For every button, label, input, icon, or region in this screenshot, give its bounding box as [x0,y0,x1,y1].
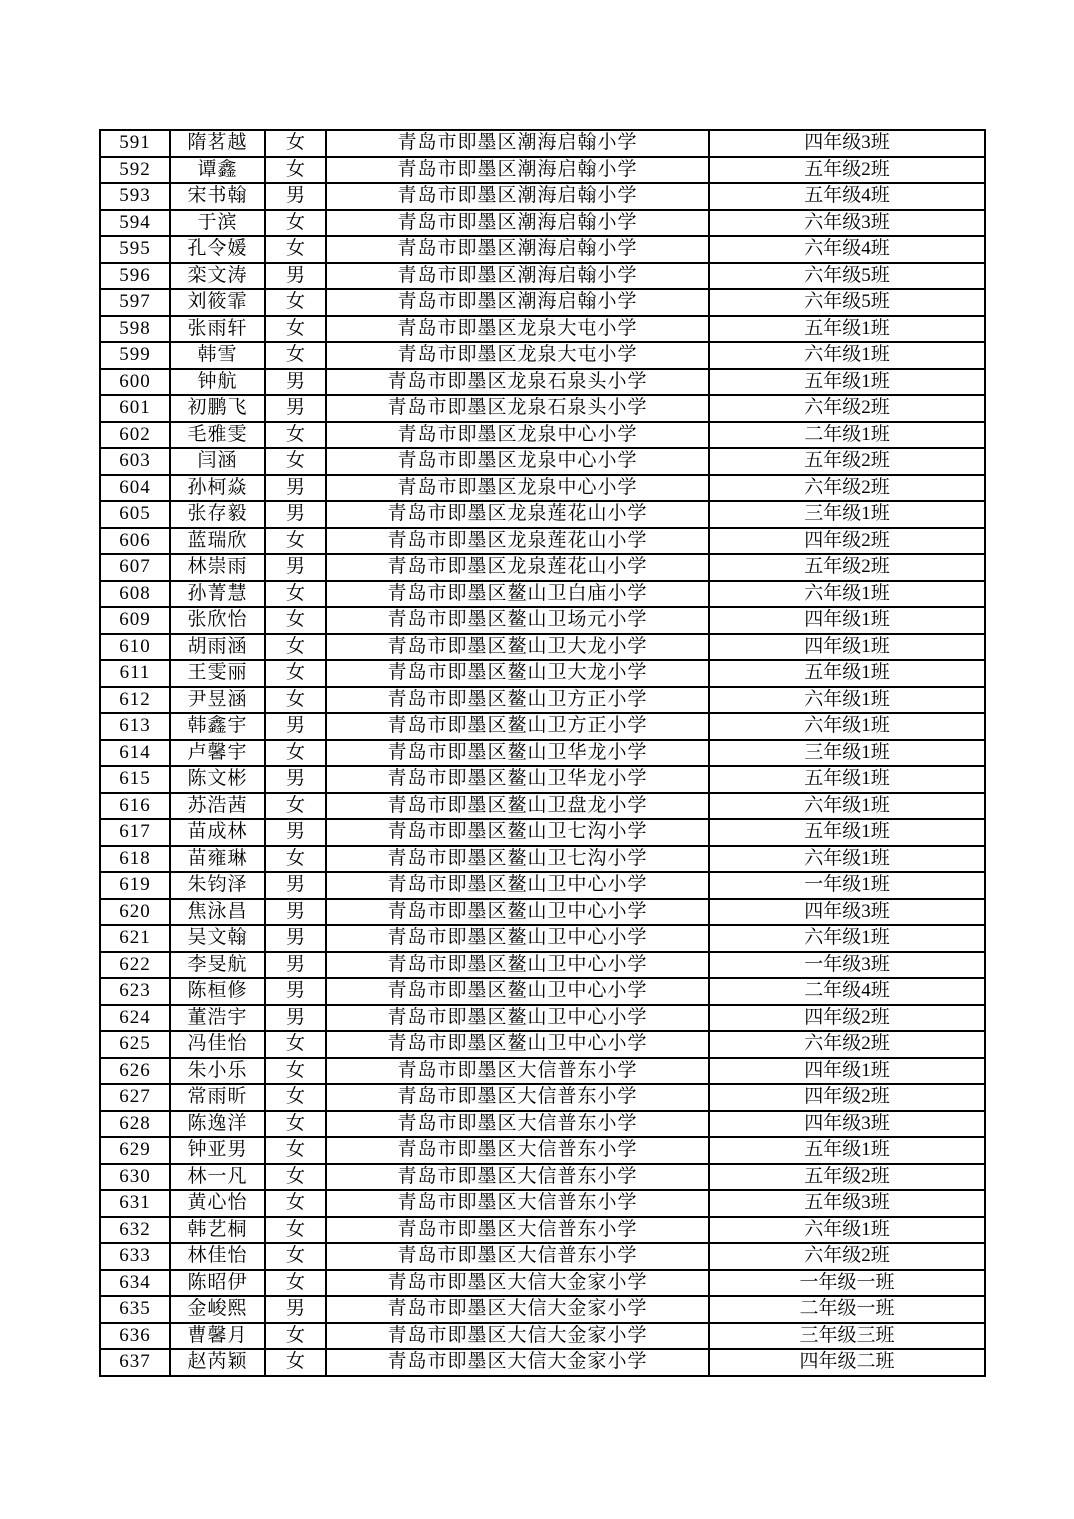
cell-number: 601 [100,395,170,422]
cell-number: 614 [100,740,170,767]
cell-number: 624 [100,1005,170,1032]
table-row [100,289,985,316]
cell-number: 608 [100,581,170,608]
cell-gender: 女 [265,793,326,820]
table-row [100,1323,985,1350]
cell-gender: 女 [265,846,326,873]
cell-grade_class: 四年级2班 [709,528,985,555]
cell-school: 青岛市即墨区鳌山卫大龙小学 [326,660,709,687]
cell-gender: 女 [265,1323,326,1350]
cell-gender: 女 [265,607,326,634]
cell-grade_class: 四年级3班 [709,130,985,157]
cell-number: 602 [100,422,170,449]
table-row [100,1084,985,1111]
cell-school: 青岛市即墨区鳌山卫中心小学 [326,899,709,926]
cell-grade_class: 五年级1班 [709,660,985,687]
cell-school: 青岛市即墨区鳌山卫中心小学 [326,952,709,979]
cell-grade_class: 六年级5班 [709,289,985,316]
cell-gender: 女 [265,634,326,661]
cell-grade_class: 六年级1班 [709,846,985,873]
cell-number: 609 [100,607,170,634]
cell-school: 青岛市即墨区潮海启翰小学 [326,236,709,263]
cell-number: 634 [100,1270,170,1297]
cell-grade_class: 三年级1班 [709,501,985,528]
cell-grade_class: 五年级1班 [709,819,985,846]
cell-grade_class: 二年级一班 [709,1296,985,1323]
table-row [100,342,985,369]
cell-grade_class: 五年级3班 [709,1190,985,1217]
table-row [100,369,985,396]
cell-gender: 女 [265,1031,326,1058]
table-row [100,130,985,157]
cell-gender: 男 [265,766,326,793]
cell-school: 青岛市即墨区大信普东小学 [326,1111,709,1138]
table-row [100,952,985,979]
cell-gender: 女 [265,422,326,449]
cell-school: 青岛市即墨区鳌山卫华龙小学 [326,766,709,793]
table-row [100,1031,985,1058]
cell-name: 闫涵 [170,448,265,475]
cell-name: 栾文涛 [170,263,265,290]
cell-name: 曹馨月 [170,1323,265,1350]
cell-school: 青岛市即墨区大信普东小学 [326,1058,709,1085]
cell-gender: 女 [265,581,326,608]
cell-school: 青岛市即墨区鳌山卫七沟小学 [326,846,709,873]
table-row [100,1137,985,1164]
cell-number: 620 [100,899,170,926]
table-row [100,1270,985,1297]
table-row [100,660,985,687]
cell-grade_class: 五年级1班 [709,766,985,793]
cell-gender: 女 [265,1190,326,1217]
cell-gender: 女 [265,1243,326,1270]
cell-name: 蓝瑞欣 [170,528,265,555]
cell-number: 610 [100,634,170,661]
cell-school: 青岛市即墨区大信普东小学 [326,1243,709,1270]
cell-number: 596 [100,263,170,290]
cell-number: 636 [100,1323,170,1350]
cell-school: 青岛市即墨区龙泉石泉头小学 [326,395,709,422]
cell-gender: 女 [265,1164,326,1191]
cell-number: 631 [100,1190,170,1217]
cell-grade_class: 二年级4班 [709,978,985,1005]
cell-number: 607 [100,554,170,581]
cell-gender: 女 [265,1270,326,1297]
cell-school: 青岛市即墨区鳌山卫中心小学 [326,1005,709,1032]
table-row [100,607,985,634]
cell-gender: 女 [265,448,326,475]
table-row [100,634,985,661]
cell-gender: 女 [265,1217,326,1244]
cell-gender: 男 [265,713,326,740]
table-row [100,448,985,475]
cell-grade_class: 六年级1班 [709,713,985,740]
cell-gender: 男 [265,554,326,581]
cell-grade_class: 一年级1班 [709,872,985,899]
cell-name: 林一凡 [170,1164,265,1191]
table-row [100,395,985,422]
cell-gender: 女 [265,236,326,263]
cell-gender: 女 [265,528,326,555]
cell-grade_class: 六年级1班 [709,342,985,369]
cell-school: 青岛市即墨区龙泉中心小学 [326,422,709,449]
cell-name: 林崇雨 [170,554,265,581]
cell-school: 青岛市即墨区鳌山卫华龙小学 [326,740,709,767]
cell-name: 苗雍琳 [170,846,265,873]
cell-name: 陈桓修 [170,978,265,1005]
cell-gender: 男 [265,395,326,422]
cell-gender: 男 [265,183,326,210]
cell-number: 599 [100,342,170,369]
cell-name: 初鹏飞 [170,395,265,422]
cell-number: 612 [100,687,170,714]
cell-grade_class: 四年级1班 [709,634,985,661]
cell-name: 韩鑫宇 [170,713,265,740]
table-row [100,581,985,608]
table-row [100,475,985,502]
cell-school: 青岛市即墨区鳌山卫场元小学 [326,607,709,634]
cell-grade_class: 五年级1班 [709,316,985,343]
cell-number: 635 [100,1296,170,1323]
table-row [100,713,985,740]
table-row [100,422,985,449]
cell-number: 616 [100,793,170,820]
cell-number: 630 [100,1164,170,1191]
cell-gender: 女 [265,1058,326,1085]
cell-grade_class: 六年级4班 [709,236,985,263]
cell-grade_class: 五年级2班 [709,554,985,581]
cell-school: 青岛市即墨区龙泉中心小学 [326,475,709,502]
cell-gender: 女 [265,130,326,157]
cell-school: 青岛市即墨区鳌山卫盘龙小学 [326,793,709,820]
cell-number: 618 [100,846,170,873]
cell-grade_class: 四年级二班 [709,1349,985,1376]
cell-gender: 男 [265,369,326,396]
cell-school: 青岛市即墨区鳌山卫方正小学 [326,687,709,714]
cell-grade_class: 五年级2班 [709,1164,985,1191]
cell-gender: 女 [265,342,326,369]
cell-school: 青岛市即墨区潮海启翰小学 [326,289,709,316]
cell-school: 青岛市即墨区大信大金家小学 [326,1349,709,1376]
cell-name: 李旻航 [170,952,265,979]
table-row [100,183,985,210]
cell-number: 627 [100,1084,170,1111]
cell-grade_class: 四年级2班 [709,1084,985,1111]
cell-name: 韩艺桐 [170,1217,265,1244]
cell-grade_class: 五年级4班 [709,183,985,210]
cell-school: 青岛市即墨区大信普东小学 [326,1190,709,1217]
cell-grade_class: 六年级5班 [709,263,985,290]
cell-grade_class: 四年级2班 [709,1005,985,1032]
cell-gender: 男 [265,263,326,290]
cell-number: 606 [100,528,170,555]
table-row [100,1058,985,1085]
cell-name: 赵芮颖 [170,1349,265,1376]
cell-number: 622 [100,952,170,979]
cell-name: 卢馨宇 [170,740,265,767]
cell-name: 苏浩茜 [170,793,265,820]
cell-school: 青岛市即墨区大信普东小学 [326,1137,709,1164]
cell-number: 617 [100,819,170,846]
cell-gender: 男 [265,1005,326,1032]
cell-gender: 男 [265,899,326,926]
cell-school: 青岛市即墨区潮海启翰小学 [326,263,709,290]
cell-grade_class: 五年级1班 [709,369,985,396]
cell-name: 宋书翰 [170,183,265,210]
table-row [100,978,985,1005]
table-row [100,899,985,926]
cell-grade_class: 四年级1班 [709,1058,985,1085]
cell-grade_class: 五年级2班 [709,448,985,475]
cell-number: 619 [100,872,170,899]
table-row [100,210,985,237]
table-row [100,925,985,952]
cell-school: 青岛市即墨区鳌山卫白庙小学 [326,581,709,608]
cell-name: 张雨轩 [170,316,265,343]
table-row [100,687,985,714]
cell-number: 611 [100,660,170,687]
cell-gender: 女 [265,687,326,714]
cell-gender: 男 [265,925,326,952]
cell-number: 633 [100,1243,170,1270]
cell-grade_class: 六年级2班 [709,1243,985,1270]
cell-gender: 男 [265,501,326,528]
cell-grade_class: 四年级3班 [709,1111,985,1138]
table-row [100,1296,985,1323]
cell-name: 朱钧泽 [170,872,265,899]
cell-number: 594 [100,210,170,237]
table-row [100,846,985,873]
cell-school: 青岛市即墨区鳌山卫七沟小学 [326,819,709,846]
cell-grade_class: 六年级2班 [709,395,985,422]
cell-gender: 女 [265,1137,326,1164]
cell-number: 621 [100,925,170,952]
table-row [100,766,985,793]
cell-name: 常雨昕 [170,1084,265,1111]
cell-name: 董浩宇 [170,1005,265,1032]
cell-name: 焦泳昌 [170,899,265,926]
cell-school: 青岛市即墨区龙泉大屯小学 [326,342,709,369]
cell-number: 632 [100,1217,170,1244]
cell-number: 604 [100,475,170,502]
cell-grade_class: 六年级1班 [709,1217,985,1244]
cell-name: 韩雪 [170,342,265,369]
cell-gender: 男 [265,819,326,846]
cell-number: 637 [100,1349,170,1376]
cell-gender: 女 [265,210,326,237]
student-roster-table-body [100,130,985,1376]
cell-school: 青岛市即墨区鳌山卫大龙小学 [326,634,709,661]
cell-gender: 男 [265,952,326,979]
table-row [100,872,985,899]
cell-number: 593 [100,183,170,210]
table-row [100,1349,985,1376]
cell-school: 青岛市即墨区鳌山卫方正小学 [326,713,709,740]
cell-gender: 男 [265,872,326,899]
cell-name: 于滨 [170,210,265,237]
cell-name: 谭鑫 [170,157,265,184]
table-row [100,1111,985,1138]
table-row [100,1217,985,1244]
cell-grade_class: 六年级2班 [709,1031,985,1058]
cell-gender: 男 [265,475,326,502]
cell-grade_class: 四年级1班 [709,607,985,634]
cell-number: 591 [100,130,170,157]
cell-gender: 女 [265,1084,326,1111]
cell-number: 628 [100,1111,170,1138]
cell-school: 青岛市即墨区大信大金家小学 [326,1296,709,1323]
cell-grade_class: 一年级3班 [709,952,985,979]
table-row [100,740,985,767]
cell-name: 胡雨涵 [170,634,265,661]
cell-grade_class: 一年级一班 [709,1270,985,1297]
cell-name: 隋茗越 [170,130,265,157]
cell-gender: 女 [265,1111,326,1138]
cell-school: 青岛市即墨区龙泉莲花山小学 [326,528,709,555]
cell-school: 青岛市即墨区鳌山卫中心小学 [326,872,709,899]
cell-school: 青岛市即墨区鳌山卫中心小学 [326,978,709,1005]
table-row [100,793,985,820]
cell-number: 597 [100,289,170,316]
cell-school: 青岛市即墨区鳌山卫中心小学 [326,1031,709,1058]
cell-number: 592 [100,157,170,184]
cell-number: 598 [100,316,170,343]
cell-school: 青岛市即墨区大信大金家小学 [326,1270,709,1297]
cell-name: 孔令媛 [170,236,265,263]
table-row [100,263,985,290]
cell-name: 钟航 [170,369,265,396]
table-row [100,236,985,263]
table-row [100,501,985,528]
cell-number: 615 [100,766,170,793]
cell-name: 张存毅 [170,501,265,528]
cell-school: 青岛市即墨区潮海启翰小学 [326,157,709,184]
cell-number: 605 [100,501,170,528]
cell-name: 吴文翰 [170,925,265,952]
cell-number: 623 [100,978,170,1005]
cell-gender: 男 [265,1296,326,1323]
cell-grade_class: 三年级三班 [709,1323,985,1350]
cell-gender: 女 [265,740,326,767]
cell-grade_class: 六年级1班 [709,793,985,820]
cell-gender: 女 [265,660,326,687]
table-row [100,1164,985,1191]
cell-school: 青岛市即墨区龙泉中心小学 [326,448,709,475]
table-row [100,554,985,581]
cell-grade_class: 五年级2班 [709,157,985,184]
cell-number: 600 [100,369,170,396]
cell-name: 金峻熙 [170,1296,265,1323]
cell-grade_class: 六年级1班 [709,925,985,952]
cell-number: 626 [100,1058,170,1085]
cell-name: 冯佳怡 [170,1031,265,1058]
cell-name: 陈文彬 [170,766,265,793]
cell-gender: 女 [265,289,326,316]
cell-name: 张欣怡 [170,607,265,634]
cell-school: 青岛市即墨区潮海启翰小学 [326,210,709,237]
table-row [100,1190,985,1217]
cell-school: 青岛市即墨区大信普东小学 [326,1164,709,1191]
table-row [100,1005,985,1032]
cell-gender: 男 [265,978,326,1005]
cell-school: 青岛市即墨区潮海启翰小学 [326,130,709,157]
cell-name: 孙柯焱 [170,475,265,502]
cell-grade_class: 五年级1班 [709,1137,985,1164]
cell-school: 青岛市即墨区大信普东小学 [326,1084,709,1111]
cell-name: 孙菁慧 [170,581,265,608]
table-row [100,528,985,555]
cell-school: 青岛市即墨区龙泉石泉头小学 [326,369,709,396]
cell-grade_class: 六年级2班 [709,475,985,502]
cell-name: 陈昭伊 [170,1270,265,1297]
cell-name: 朱小乐 [170,1058,265,1085]
cell-school: 青岛市即墨区潮海启翰小学 [326,183,709,210]
cell-number: 603 [100,448,170,475]
cell-grade_class: 三年级1班 [709,740,985,767]
cell-school: 青岛市即墨区大信普东小学 [326,1217,709,1244]
table-row [100,1243,985,1270]
cell-grade_class: 六年级1班 [709,581,985,608]
cell-number: 613 [100,713,170,740]
cell-gender: 女 [265,316,326,343]
cell-gender: 女 [265,157,326,184]
table-row [100,316,985,343]
cell-school: 青岛市即墨区龙泉莲花山小学 [326,554,709,581]
cell-grade_class: 二年级1班 [709,422,985,449]
cell-school: 青岛市即墨区龙泉大屯小学 [326,316,709,343]
cell-name: 刘筱霏 [170,289,265,316]
cell-school: 青岛市即墨区鳌山卫中心小学 [326,925,709,952]
cell-number: 625 [100,1031,170,1058]
cell-name: 黄心怡 [170,1190,265,1217]
cell-grade_class: 六年级1班 [709,687,985,714]
cell-school: 青岛市即墨区大信大金家小学 [326,1323,709,1350]
student-roster-table [99,129,986,1377]
cell-school: 青岛市即墨区龙泉莲花山小学 [326,501,709,528]
table-row [100,157,985,184]
cell-grade_class: 六年级3班 [709,210,985,237]
cell-number: 595 [100,236,170,263]
cell-number: 629 [100,1137,170,1164]
cell-name: 王雯丽 [170,660,265,687]
cell-name: 毛雅雯 [170,422,265,449]
cell-gender: 女 [265,1349,326,1376]
cell-name: 陈逸洋 [170,1111,265,1138]
cell-name: 苗成林 [170,819,265,846]
table-row [100,819,985,846]
cell-name: 尹昱涵 [170,687,265,714]
cell-name: 钟亚男 [170,1137,265,1164]
cell-grade_class: 四年级3班 [709,899,985,926]
cell-name: 林佳怡 [170,1243,265,1270]
